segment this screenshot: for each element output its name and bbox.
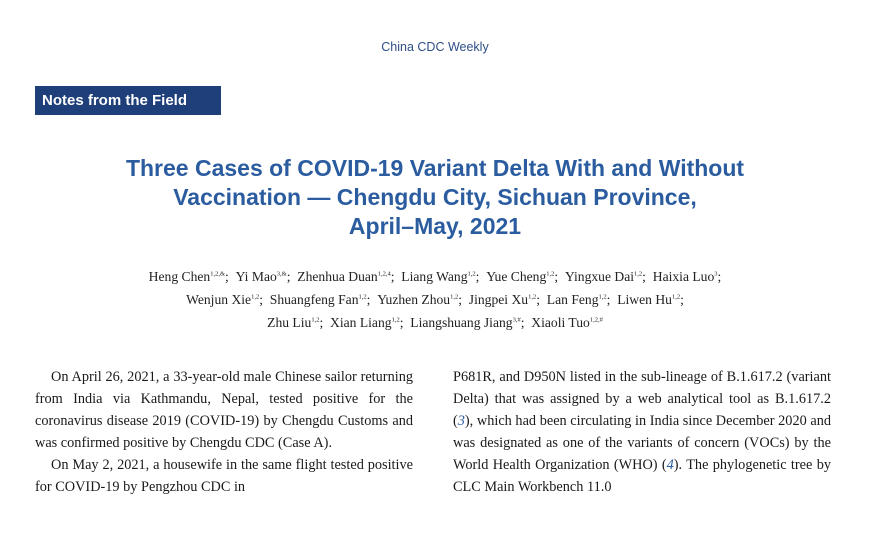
author-affiliation: 1,2 (671, 293, 681, 301)
author-name: Xian Liang$^{1,2}$ (330, 315, 400, 330)
title-line: Three Cases of COVID-19 Variant Delta With and Without (125, 155, 745, 181)
author-name: Liwen Hu$^{1,2}$ (617, 292, 681, 307)
author-affiliation: 1,2 (391, 316, 400, 324)
author-name: Xiaoli Tuo$^{1,2,\#}$ (531, 315, 603, 330)
author-name: Shuangfeng Fan$^{1,2}$ (269, 292, 367, 307)
author-affiliation: 1,2,# (589, 316, 603, 324)
article-title (40, 154, 830, 241)
body-paragraph (453, 366, 831, 498)
author-line: Zhu Liu$^{1,2}$; Xian Liang$^{1,2}$; Liangshuang Jiang$^{3,\#}$; Xiaoli Tuo$^{1,2,\#}$ (267, 315, 603, 330)
author-name: Liangshuang Jiang$^{3,\#}$ (410, 315, 521, 330)
author-affiliation: 1,2 (546, 270, 555, 278)
author-name: Yuzhen Zhou$^{1,2}$ (377, 292, 459, 307)
title-line: April–May, 2021 (348, 213, 522, 239)
author-affiliation: 3,# (512, 316, 521, 324)
author-list (60, 265, 810, 334)
author-affiliation: 1,2 (251, 293, 260, 301)
author-name: Yue Cheng$^{1,2}$ (486, 269, 555, 284)
author-affiliation: 1,2 (634, 270, 643, 278)
author-affiliation: 3 (714, 270, 718, 278)
author-name: Jingpei Xu$^{1,2}$ (468, 292, 537, 307)
author-name: Yi Mao$^{3,\&}$ (235, 269, 287, 284)
author-name: Wenjun Xie$^{1,2}$ (186, 292, 260, 307)
body-column-right (453, 366, 831, 498)
body-paragraph: On May 2, 2021, a housewife in the same flight tested positive for COVID-19 by Pengzhou CDC in (35, 457, 413, 495)
author-name: Lan Feng$^{1,2}$ (546, 292, 607, 307)
author-affiliation: 1,2 (598, 293, 607, 301)
author-affiliation: 1,2 (450, 293, 459, 301)
author-affiliation: 1,2,4 (377, 270, 391, 278)
author-affiliation: 1,2 (311, 316, 320, 324)
author-line: Wenjun Xie$^{1,2}$; Shuangfeng Fan$^{1,2}$; Yuzhen Zhou$^{1,2}$; Jingpei Xu$^{1,2}$; Lan Feng$^{1,2}$; Liwen Hu$^{1,2}$; (186, 292, 684, 307)
body-paragraph: On April 26, 2021, a 33-year-old male Chinese sailor returning from India via Kathmandu, Nepal, tested positive for the coronavirus disease 2019 (COVID-19) by Chengdu Customs and was confirmed positive by Chengdu CDC (Case A). (35, 369, 413, 451)
reference-link[interactable]: 4 (666, 457, 674, 473)
body-text: ). The phylogenetic tree by CLC Main Workbench 11.0 (453, 457, 831, 495)
author-name: Zhu Liu$^{1,2}$ (267, 315, 320, 330)
author-affiliation: 1,2,& (210, 270, 226, 278)
author-line: Heng Chen$^{1,2,\&}$; Yi Mao$^{3,\&}$; Zhenhua Duan$^{1,2,4}$; Liang Wang$^{1,2}$; Yue Cheng$^{1,2}$; Yingxue Dai$^{1,2}$; Haixia Luo$^3$; (148, 269, 722, 284)
author-affiliation: 1,2 (528, 293, 537, 301)
body-column-left (35, 366, 413, 498)
section-tag: Notes from the Field (35, 86, 221, 115)
body-text: P681R, and D950N listed in the sub-lineage of B.1.617.2 (variant Delta) that was assigned by a web analytical tool as B.1.617.2 ( (453, 369, 831, 429)
author-affiliation: 3,& (276, 270, 287, 278)
journal-header: China CDC Weekly (381, 40, 489, 54)
title-line: Vaccination — Chengdu City, Sichuan Province, (173, 184, 697, 210)
author-affiliation: 1,2 (467, 270, 476, 278)
author-name: Heng Chen$^{1,2,\&}$ (148, 269, 226, 284)
author-name: Haixia Luo$^3$ (652, 269, 718, 284)
author-affiliation: 1,2 (358, 293, 367, 301)
author-name: Liang Wang$^{1,2}$ (401, 269, 476, 284)
body-text: ), which had been circulating in India since December 2020 and was designated as one of the variants of concern (VOCs) by the World Health Organization (WHO) ( (453, 413, 831, 473)
reference-link[interactable]: 3 (457, 413, 465, 429)
author-name: Zhenhua Duan$^{1,2,4}$ (297, 269, 391, 284)
author-name: Yingxue Dai$^{1,2}$ (564, 269, 643, 284)
